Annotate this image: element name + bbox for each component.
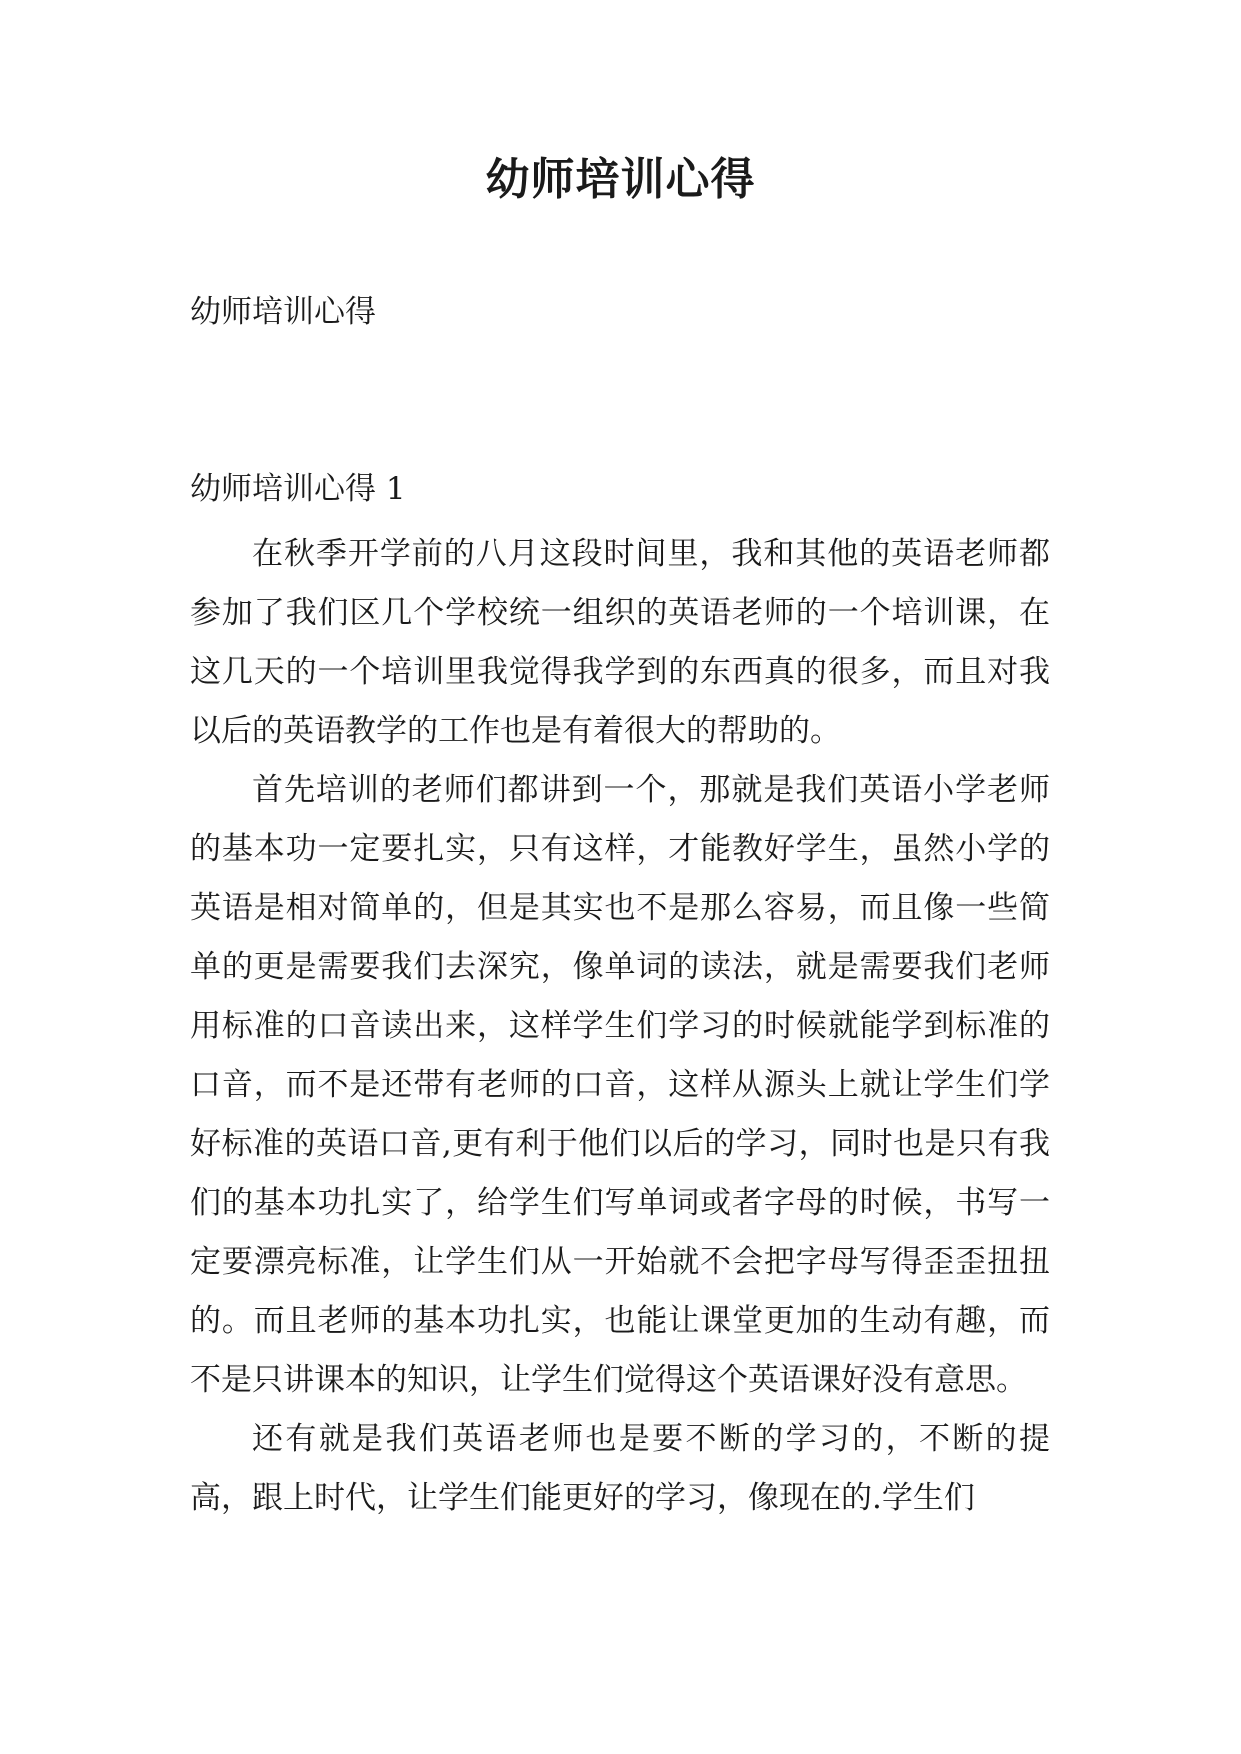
document-title: 幼师培训心得 xyxy=(485,154,756,205)
document-subtitle: 幼师培训心得 xyxy=(190,294,376,330)
body-paragraph: 还有就是我们英语老师也是要不断的学习的，不断的提高，跟上时代，让学生们能更好的学习，像现在的.学生们 xyxy=(190,1421,1050,1516)
section-heading: 幼师培训心得 1 xyxy=(190,471,406,507)
body-paragraph: 首先培训的老师们都讲到一个，那就是我们英语小学老师的基本功一定要扎实，只有这样，才能教好学生，虽然小学的英语是相对简单的，但是其实也不是那么容易，而且像一些简单的更是需要我们去深究，像单词的读法，就是需要我们老师用标准的口音读出来，这样学生们学习的时候就能学到标准的口音，而不是还带有老师的口音，这样从源头上就让学生们学好标准的英语口音,更有利于他们以后的学习，同时也是只有我们的基本功扎实了，给学生们写单词或者字母的时候，书写一定要漂亮标准，让学生们从一开始就不会把字母写得歪歪扭扭的。而且老师的基本功扎实，也能让课堂更加的生动有趣，而不是只讲课本的知识，让学生们觉得这个英语课好没有意思。 xyxy=(190,772,1050,1398)
body-paragraph: 在秋季开学前的八月这段时间里，我和其他的英语老师都参加了我们区几个学校统一组织的英语老师的一个培训课，在这几天的一个培训里我觉得我学到的东西真的很多，而且对我以后的英语教学的工作也是有着很大的帮助的。 xyxy=(190,536,1050,749)
document-body xyxy=(190,525,1050,1528)
